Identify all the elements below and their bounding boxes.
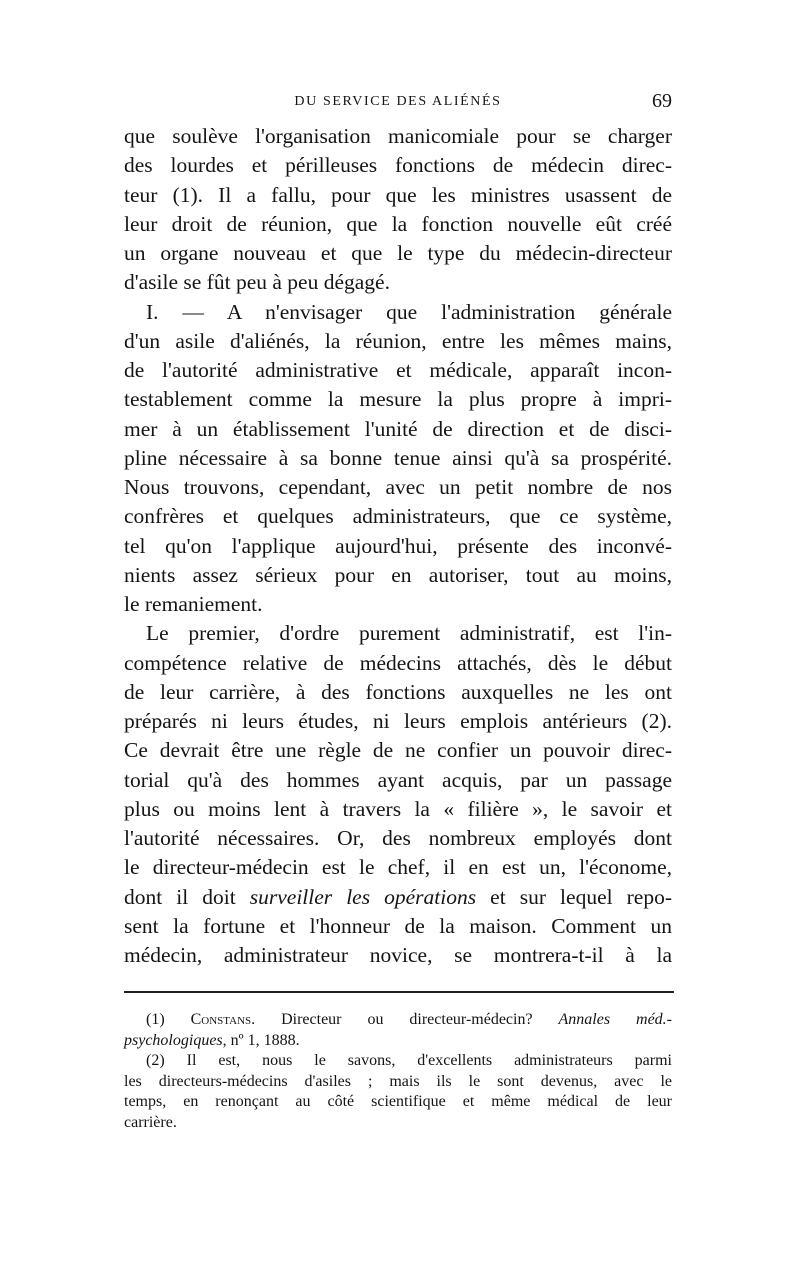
text-line: teur (1). Il a fallu, pour que les ministres usassent de — [124, 182, 672, 207]
footnote-2-line: carrière. — [124, 1113, 177, 1131]
text-line: plus ou moins lent à travers la « filière », le savoir et — [124, 796, 672, 821]
text-line: leur droit de réunion, que la fonction nouvelle eût créé — [124, 211, 672, 236]
text-line: nients assez sérieux pour en autoriser, tout au moins, — [124, 562, 672, 587]
text-line: de l'autorité administrative et médicale, apparaît incon- — [124, 358, 672, 382]
text-line: l'autorité nécessaires. Or, des nombreux employés dont — [124, 826, 672, 850]
text-line: Nous trouvons, cependant, avec un petit nombre de nos — [124, 475, 672, 499]
text-line: tel qu'on l'applique aujourd'hui, présente des inconvé- — [124, 533, 672, 558]
footnotes — [124, 1010, 672, 1133]
text-span: dont il doit — [124, 884, 250, 909]
text-line: Ce devrait être une règle de ne confier un pouvoir direc- — [124, 738, 672, 763]
footnote-2-line: (2) Il est, nous le savons, d'excellents administrateurs parmi — [146, 1052, 672, 1069]
text-span: et sur lequel repo- — [476, 884, 672, 909]
text-line: mer à un établissement l'unité de direction et de disci- — [124, 416, 672, 441]
text-line: préparés ni leurs études, ni leurs emplois antérieurs (2). — [124, 709, 672, 733]
text-line: d'un asile d'aliénés, la réunion, entre les mêmes mains, — [124, 328, 672, 353]
page-number: 69 — [652, 90, 672, 112]
text-line: médecin, administrateur novice, se montrera-t-il à la — [124, 943, 672, 967]
journal-title: Annales méd.- — [558, 1011, 672, 1028]
body-text — [124, 122, 672, 970]
footnote-marker: (1) — [146, 1011, 191, 1028]
text-line: d'asile se fût peu à peu dégagé. — [124, 270, 390, 295]
footnote-text: , nº 1, 1888. — [222, 1031, 300, 1049]
footnote-1-line — [124, 1010, 672, 1031]
footnote-author: Constans — [190, 1011, 252, 1028]
text-line: torial qu'à des hommes ayant acquis, par un passage — [124, 767, 672, 792]
text-line: que soulève l'organisation manicomiale pour se charger — [124, 124, 672, 148]
text-line: pline nécessaire à sa bonne tenue ainsi qu'à sa prospérité. — [124, 445, 672, 470]
text-line: des lourdes et périlleuses fonctions de médecin direc- — [124, 153, 672, 178]
footnote-2-line: temps, en renonçant au côté scientifique et même médical de leur — [124, 1093, 672, 1110]
text-line-with-italic — [124, 883, 672, 912]
text-line: le remaniement. — [124, 592, 263, 616]
paragraph-start-line: Le premier, d'ordre purement administratif, est l'in- — [146, 621, 672, 646]
text-line: compétence relative de médecins attachés, dès le début — [124, 650, 672, 675]
running-head — [124, 90, 672, 114]
text-line: de leur carrière, à des fonctions auxquelles ne les ont — [124, 679, 672, 704]
journal-title: psychologiques — [124, 1031, 223, 1049]
text-line: un organe nouveau et que le type du médecin-directeur — [124, 241, 672, 265]
text-line: testablement comme la mesure la plus propre à impri- — [124, 387, 672, 412]
paragraph-start-line: I. — A n'envisager que l'administration générale — [146, 299, 672, 324]
running-title: DU SERVICE DES ALIÉNÉS — [294, 94, 502, 109]
footnote-rule — [124, 991, 674, 993]
footnote-text: . Directeur ou directeur-médecin? — [251, 1011, 559, 1028]
footnote-1-line — [124, 1031, 672, 1052]
text-line: le directeur-médecin est le chef, il en est un, l'économe, — [124, 855, 672, 880]
text-line: confrères et quelques administrateurs, que ce système, — [124, 504, 672, 529]
text-line: sent la fortune et l'honneur de la maison. Comment un — [124, 913, 672, 938]
italic-phrase: surveiller les opérations — [249, 884, 477, 909]
footnote-2-line: les directeurs-médecins d'asiles ; mais ils le sont devenus, avec le — [124, 1072, 672, 1090]
